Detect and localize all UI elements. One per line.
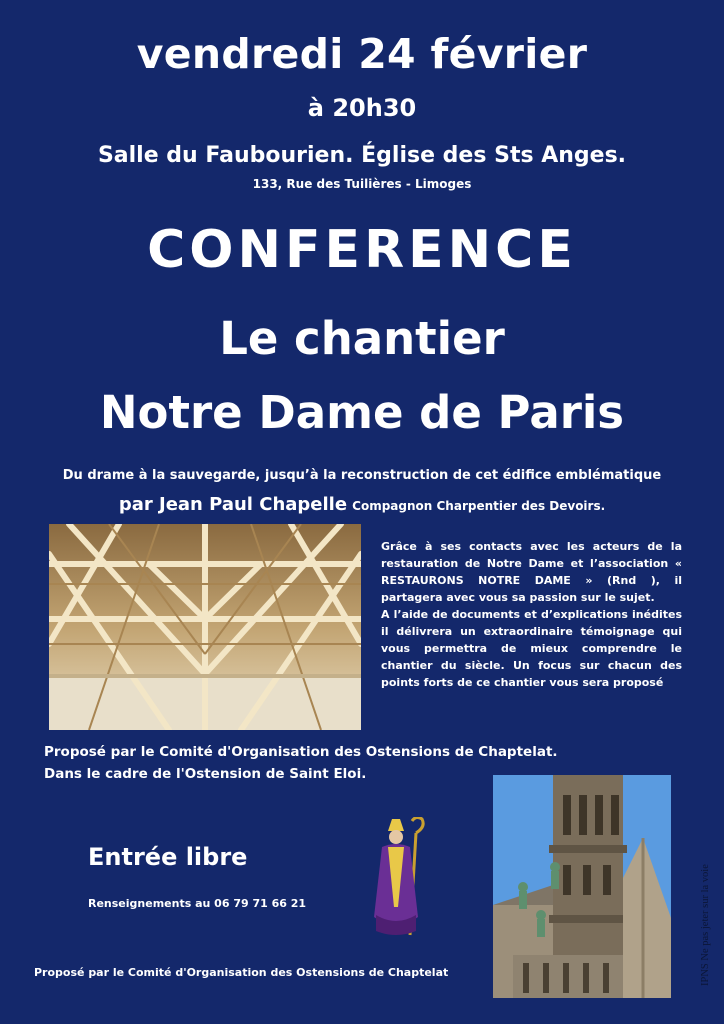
spire-photo <box>493 775 671 998</box>
conference-description <box>381 538 682 691</box>
event-date: vendredi 24 février <box>136 30 588 78</box>
conference-subtitle: Du drame à la sauvegarde, jusqu’à la reconstruction de cet édifice emblématique <box>62 468 662 483</box>
event-address: 133, Rue des Tuilières - Limoges <box>252 177 472 191</box>
conference-title-line-2: Notre Dame de Paris <box>99 386 625 439</box>
footer-organizer: Proposé par le Comité d'Organisation des Ostensions de Chaptelat <box>34 966 449 979</box>
event-venue: Salle du Faubourien. Église des Sts Anges. <box>97 143 627 168</box>
ipns-note-text: IPNS Ne pas jeter sur la voie <box>700 864 711 986</box>
saint-figure-illustration <box>358 817 430 941</box>
description-paragraph: Grâce à ses contacts avec les acteurs de la restauration de Notre Dame et l’association « RESTAURONS NOTRE DAME » (Rnd ), il partagera avec vous sa passion sur le sujet. <box>381 540 682 604</box>
organizer-context-line: Dans le cadre de l'Ostension de Saint Eloi. <box>44 766 367 782</box>
description-paragraph: A l’aide de documents et d’explications inédites il délivrera un extraordinaire témoignage qui vous permettra de mieux comprendre le chantier du siècle. Un focus sur chacun des points forts de ce chantier vous sera proposé <box>381 608 682 689</box>
contact-info: Renseignements au 06 79 71 66 21 <box>88 897 307 910</box>
conference-title-line-1: Le chantier <box>219 312 505 365</box>
timber-frame-photo <box>49 524 361 730</box>
speaker-role: Compagnon Charpentier des Devoirs. <box>352 499 606 513</box>
speaker-byline <box>0 494 724 515</box>
conference-heading: CONFERENCE <box>147 220 577 280</box>
speaker-name: par Jean Paul Chapelle <box>118 494 348 515</box>
event-time: à 20h30 <box>307 94 417 122</box>
free-entry-label: Entrée libre <box>88 843 248 871</box>
ipns-note <box>700 818 714 988</box>
organizer-line: Proposé par le Comité d'Organisation des Ostensions de Chaptelat. <box>44 744 558 760</box>
